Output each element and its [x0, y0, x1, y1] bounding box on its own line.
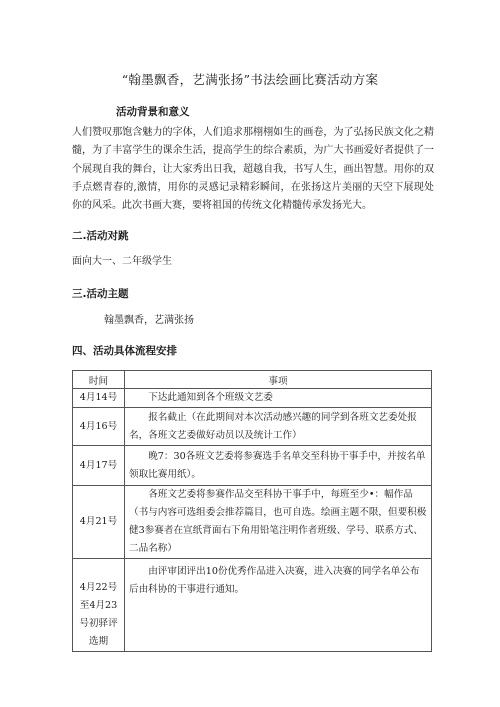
document-title: “翰墨飘香，艺满张扬”书法绘画比赛活动方案: [121, 72, 379, 87]
table-cell-item: 由评审团评出10份优秀作品进入决赛，进入决赛的同学名单公布后由科协的干事进行通知。: [129, 566, 420, 595]
table-cell-date: 4月16号: [73, 408, 125, 446]
section-body-background: 人们赞叹那饱含魅力的字体，人们追求那栩栩如生的画卷，为了弘扬民族文化之精髓，为了丰富学生的课余生活，提高学生的综合素质，为广大书画爱好者提供了一个展现自我的舞台，让大家秀出日我，超越自我，书写人生，画出智慧。用你的双手点燃青春的,激情，用你的灵感记录精彩瞬间，在张扬这片美丽的天空下展现处你的风采。此次书画大赛，要将祖国的传统文化精髓传承发扬光大。: [72, 127, 434, 212]
table-cell-item: 各班文艺委将参赛作品交至科协干事手中，每班至少•：幅作品（书与内容可选组委会推荐篇目，也可自选。绘画主题不限，但要积极健3参赛者在宣纸背面右下角用铅笔注明作者班级、学号、联系方式、二品名称）: [129, 489, 427, 554]
table-cell-date: 4月14号: [73, 389, 125, 408]
table-cell-item: 下达此通知到各个班级文艺委: [148, 392, 273, 403]
section-body-theme: 翰墨飘香，艺满张扬: [104, 315, 194, 326]
table-row: [73, 408, 432, 446]
table-cell-date: 4月21号: [73, 486, 125, 559]
table-row: [73, 559, 432, 652]
table-cell-item: 晚7：30各班文艺委将参赛选手名单交至科协干事手中，并按名单领取比赛用纸）。: [129, 450, 426, 480]
table-header-row: [73, 371, 432, 389]
table-header-time: 时间: [73, 371, 125, 389]
table-row: [73, 446, 432, 486]
section-heading-theme: 三.活动主题: [72, 288, 129, 300]
table-header-item: 事项: [125, 371, 432, 389]
section-body-participants: 面向大一、二年级学生: [72, 256, 172, 267]
table-cell-item: 报名截止（在此期间对本次活动感兴趣的同学到各班文艺委处报名，各班文艺委做好动员以及统计工作）: [129, 411, 417, 441]
section-heading-schedule: 四、活动具体流程安排: [72, 345, 177, 357]
section-heading-background: 活动背景和意义: [116, 106, 190, 118]
table-row: [73, 389, 432, 408]
table-cell-date: 4月17号: [73, 446, 125, 486]
schedule-table: [72, 370, 432, 652]
table-row: [73, 486, 432, 559]
section-heading-participants: 二.活动对跳: [72, 230, 129, 242]
table-cell-date: 4月22号至4月23号初驿评选期: [73, 559, 125, 652]
